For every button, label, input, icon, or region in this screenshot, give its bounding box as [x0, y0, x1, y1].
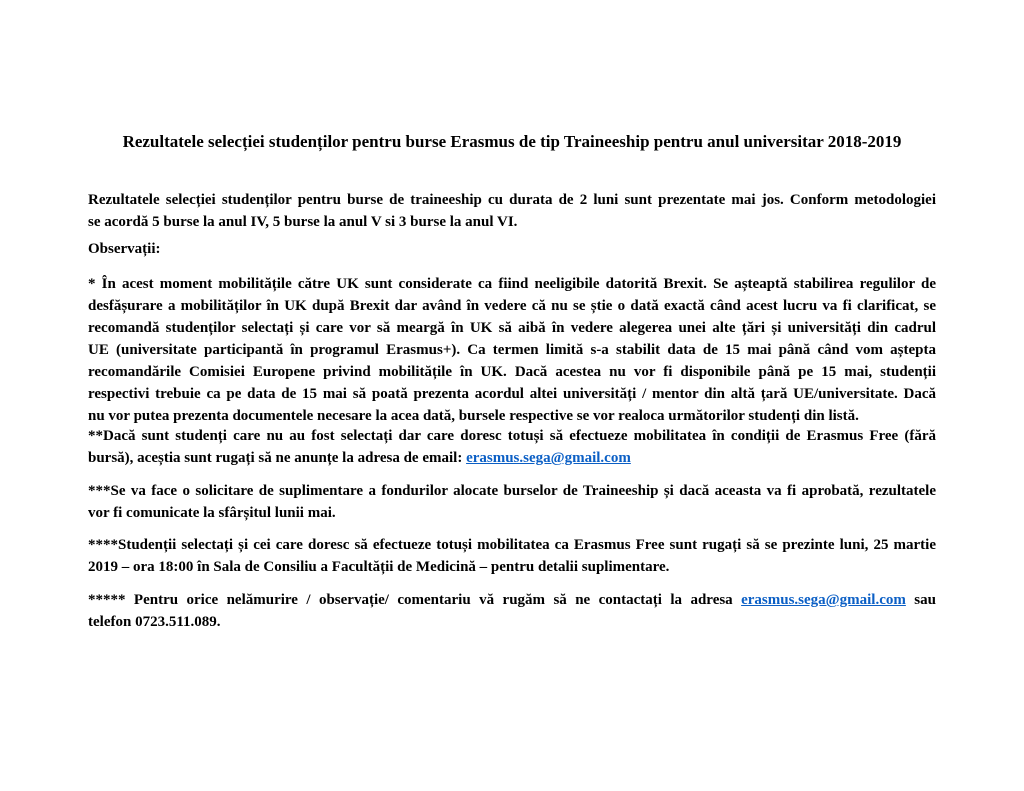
text-line: se acordă 5 burse la anul IV, 5 burse la anul V si 3 burse la anul VI.	[88, 214, 518, 230]
text-line: Observații:	[88, 241, 161, 257]
text-line: recomandările Comisiei Europene privind mobilitățile în UK. Dacă acestea nu vor fi disponibile până pe 15 mai, studenții	[88, 364, 936, 380]
text-line: respectivi trebuie ca pe data de 15 mai să poată prezenta acordul altei universități / mentor din altă țară UE/universitate. Dacă	[88, 386, 936, 402]
page-title: Rezultatele selecției studenților pentru burse Erasmus de tip Traineeship pentru anul universitar 2018-2019	[122, 132, 902, 151]
paragraph-note-erasmus-free	[88, 425, 936, 469]
paragraph-note-contact	[88, 589, 936, 633]
text-line: bursă), aceștia sunt rugați să ne anunțe la adresa de email: erasmus.sega@gmail.com	[88, 450, 631, 466]
text-line: desfășurare a mobilităților în UK după Brexit dar având în vedere că nu se știe o dată exactă când acest lucru va fi clarificat, se	[88, 298, 936, 314]
text-line: ***Se va face o solicitare de suplimentare a fondurilor alocate burselor de Traineeship și dacă aceasta va fi aprobată, rezultatele	[88, 483, 936, 499]
paragraph-note-brexit	[88, 273, 936, 427]
paragraph-note-suplimentare	[88, 480, 936, 524]
text-line: ***** Pentru orice nelămurire / observație/ comentariu vă rugăm să ne contactați la adresa erasmus.sega@gmail.com sau	[88, 592, 936, 608]
text-line: vor fi comunicate la sfârșitul lunii mai.	[88, 505, 336, 521]
email-link[interactable]: erasmus.sega@gmail.com	[466, 450, 631, 466]
paragraph-note-intalnire	[88, 534, 936, 578]
text-line: recomandă studenților selectați și care vor să meargă în UK să aibă în vedere alegerea unei alte țări și universități din cadrul	[88, 320, 936, 336]
text-line: **Dacă sunt studenți care nu au fost selectați dar care doresc totuși să efectueze mobilitatea în condiții de Erasmus Free (fără	[88, 428, 936, 444]
text-line: ****Studenții selectați și cei care doresc să efectueze totuși mobilitatea ca Erasmus Free sunt rugați să se prezinte luni, 25 martie	[88, 537, 936, 553]
text-line: * În acest moment mobilitățile către UK sunt considerate ca fiind neeligibile datorită Brexit. Se așteaptă stabilirea regulilor de	[88, 276, 936, 292]
paragraph-observatii-heading	[88, 238, 936, 260]
text-line: Rezultatele selecției studenților pentru burse de traineeship cu durata de 2 luni sunt prezentate mai jos. Conform metodologiei	[88, 192, 936, 208]
paragraph-intro	[88, 189, 936, 233]
text-line: 2019 – ora 18:00 în Sala de Consiliu a Facultății de Medicină – pentru detalii suplimentare.	[88, 559, 670, 575]
text-line: nu vor putea prezenta documentele necesare la acea dată, bursele respective se vor realoca următorilor studenți din listă.	[88, 408, 859, 424]
text-line: UE (universitate participantă în programul Erasmus+). Ca termen limită s-a stabilit data de 15 mai până când vom aștepta	[88, 342, 936, 358]
email-link[interactable]: erasmus.sega@gmail.com	[741, 592, 906, 608]
text-line: telefon 0723.511.089.	[88, 614, 221, 630]
